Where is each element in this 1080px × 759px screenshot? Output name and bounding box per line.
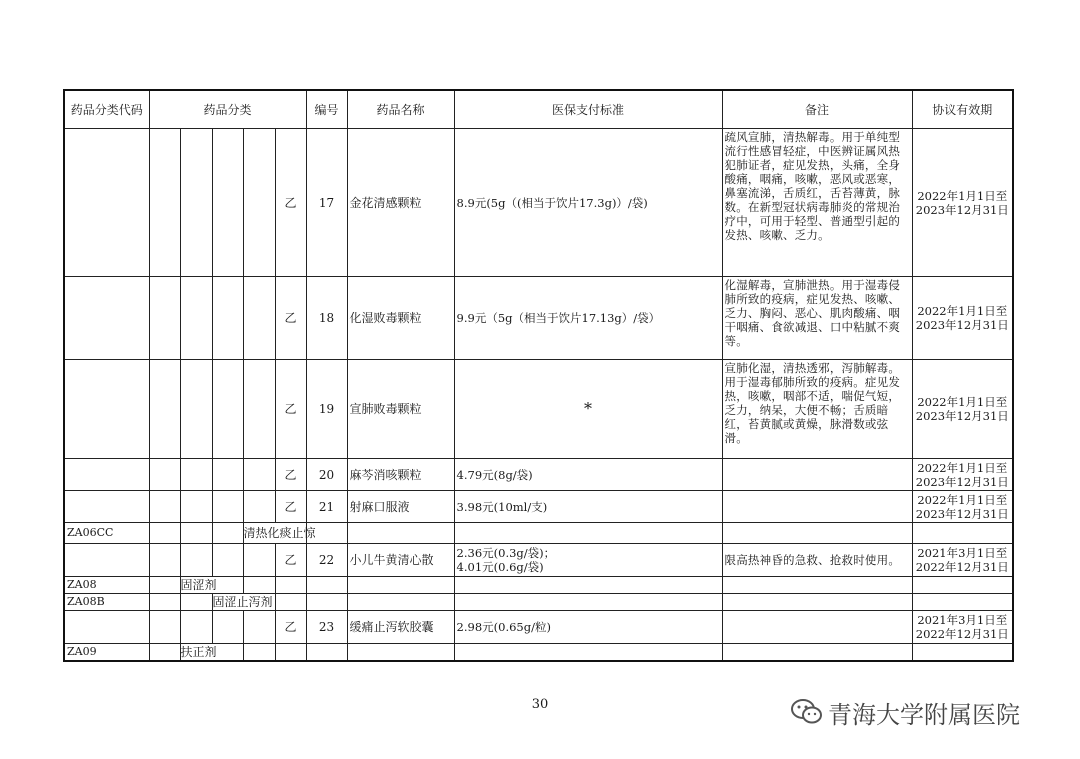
drug-remark — [722, 491, 912, 523]
table-header-row — [64, 90, 1013, 129]
drug-number: 22 — [306, 544, 347, 577]
payment-standard-line: 4.01元(0.6g/袋) — [456, 560, 544, 574]
wechat-icon — [790, 697, 824, 727]
category-code: ZA09 — [64, 644, 149, 661]
validity-period: 2022年1月1日至2023年12月31日 — [912, 129, 1013, 277]
drug-remark: 宣肺化湿，清热透邪，泻肺解毒。用于湿毒郁肺所致的疫病。症见发热，咳嗽，咽部不适，喘促气短，乏力，纳呆，大便不畅；舌质暗红，苔黄腻或黄燥，脉滑数或弦滑。 — [722, 360, 912, 459]
payment-standard-line: 2.36元(0.3g/袋)； — [456, 546, 556, 560]
drug-name: 射麻口服液 — [347, 491, 454, 523]
category-row — [64, 577, 1013, 594]
validity-period: 2022年1月1日至2023年12月31日 — [912, 491, 1013, 523]
drug-catalog-table — [63, 89, 1014, 662]
watermark — [790, 694, 1020, 730]
category-code: ZA08B — [64, 594, 149, 611]
table-row — [64, 129, 1013, 277]
category-row — [64, 523, 1013, 544]
drug-name: 化湿败毒颗粒 — [347, 277, 454, 360]
category-row — [64, 644, 1013, 661]
category-label: 清热化痰止惊 — [243, 523, 306, 544]
drug-number: 19 — [306, 360, 347, 459]
table-row — [64, 611, 1013, 644]
drug-grade: 乙 — [275, 360, 306, 459]
header-remark: 备注 — [722, 90, 912, 129]
drug-grade: 乙 — [275, 459, 306, 491]
table-row — [64, 360, 1013, 459]
header-standard: 医保支付标准 — [454, 90, 722, 129]
payment-standard: 2.98元(0.65g/粒) — [454, 611, 722, 644]
header-code: 药品分类代码 — [64, 90, 149, 129]
category-row — [64, 594, 1013, 611]
payment-standard: * — [454, 360, 722, 459]
validity-period: 2022年1月1日至2023年12月31日 — [912, 360, 1013, 459]
category-label: 固涩剂 — [180, 577, 243, 594]
drug-name: 小儿牛黄清心散 — [347, 544, 454, 577]
header-validity: 协议有效期 — [912, 90, 1013, 129]
payment-standard: 9.9元（5g（相当于饮片17.13g）/袋） — [454, 277, 722, 360]
table-row — [64, 459, 1013, 491]
table-row — [64, 277, 1013, 360]
category-label: 固涩止泻剂 — [212, 594, 275, 611]
header-category: 药品分类 — [149, 90, 306, 129]
drug-grade: 乙 — [275, 544, 306, 577]
payment-standard: 4.79元(8g/袋) — [454, 459, 722, 491]
drug-remark — [722, 459, 912, 491]
drug-name: 宣肺败毒颗粒 — [347, 360, 454, 459]
drug-number: 20 — [306, 459, 347, 491]
header-number: 编号 — [306, 90, 347, 129]
drug-name: 麻芩消咳颗粒 — [347, 459, 454, 491]
drug-number: 23 — [306, 611, 347, 644]
drug-remark: 限高热神昏的急救、抢救时使用。 — [722, 544, 912, 577]
drug-number: 18 — [306, 277, 347, 360]
drug-number: 21 — [306, 491, 347, 523]
drug-grade: 乙 — [275, 129, 306, 277]
watermark-text: 青海大学附属医院 — [828, 700, 1020, 729]
category-code: ZA08 — [64, 577, 149, 594]
table-row — [64, 544, 1013, 577]
drug-remark: 疏风宣肺，清热解毒。用于单纯型流行性感冒轻症，中医辨证属风热犯肺证者，症见发热，头痛，全身酸痛，咽痛，咳嗽，恶风或恶寒，鼻塞流涕，舌质红，舌苔薄黄，脉数。在新型冠状病毒肺炎的常规治疗中，可用于轻型、普通型引起的发热、咳嗽、乏力。 — [722, 129, 912, 277]
drug-remark: 化湿解毒，宣肺泄热。用于湿毒侵肺所致的疫病，症见发热、咳嗽、乏力、胸闷、恶心、肌肉酸痛、咽干咽痛、食欲减退、口中粘腻不爽等。 — [722, 277, 912, 360]
drug-number: 17 — [306, 129, 347, 277]
payment-standard: 8.9元(5g（(相当于饮片17.3g)）/袋) — [454, 129, 722, 277]
validity-period: 2022年1月1日至2023年12月31日 — [912, 459, 1013, 491]
drug-remark — [722, 611, 912, 644]
page-number: 30 — [531, 697, 549, 712]
drug-grade: 乙 — [275, 491, 306, 523]
drug-grade: 乙 — [275, 611, 306, 644]
drug-grade: 乙 — [275, 277, 306, 360]
validity-period: 2022年1月1日至2023年12月31日 — [912, 277, 1013, 360]
payment-standard — [454, 544, 722, 577]
drug-name: 金花清感颗粒 — [347, 129, 454, 277]
category-label: 扶正剂 — [180, 644, 243, 661]
validity-period: 2021年3月1日至2022年12月31日 — [912, 611, 1013, 644]
category-code: ZA06CC — [64, 523, 149, 544]
payment-standard: 3.98元(10ml/支) — [454, 491, 722, 523]
header-name: 药品名称 — [347, 90, 454, 129]
validity-period: 2021年3月1日至2022年12月31日 — [912, 544, 1013, 577]
table-row — [64, 491, 1013, 523]
drug-name: 缓痛止泻软胶囊 — [347, 611, 454, 644]
